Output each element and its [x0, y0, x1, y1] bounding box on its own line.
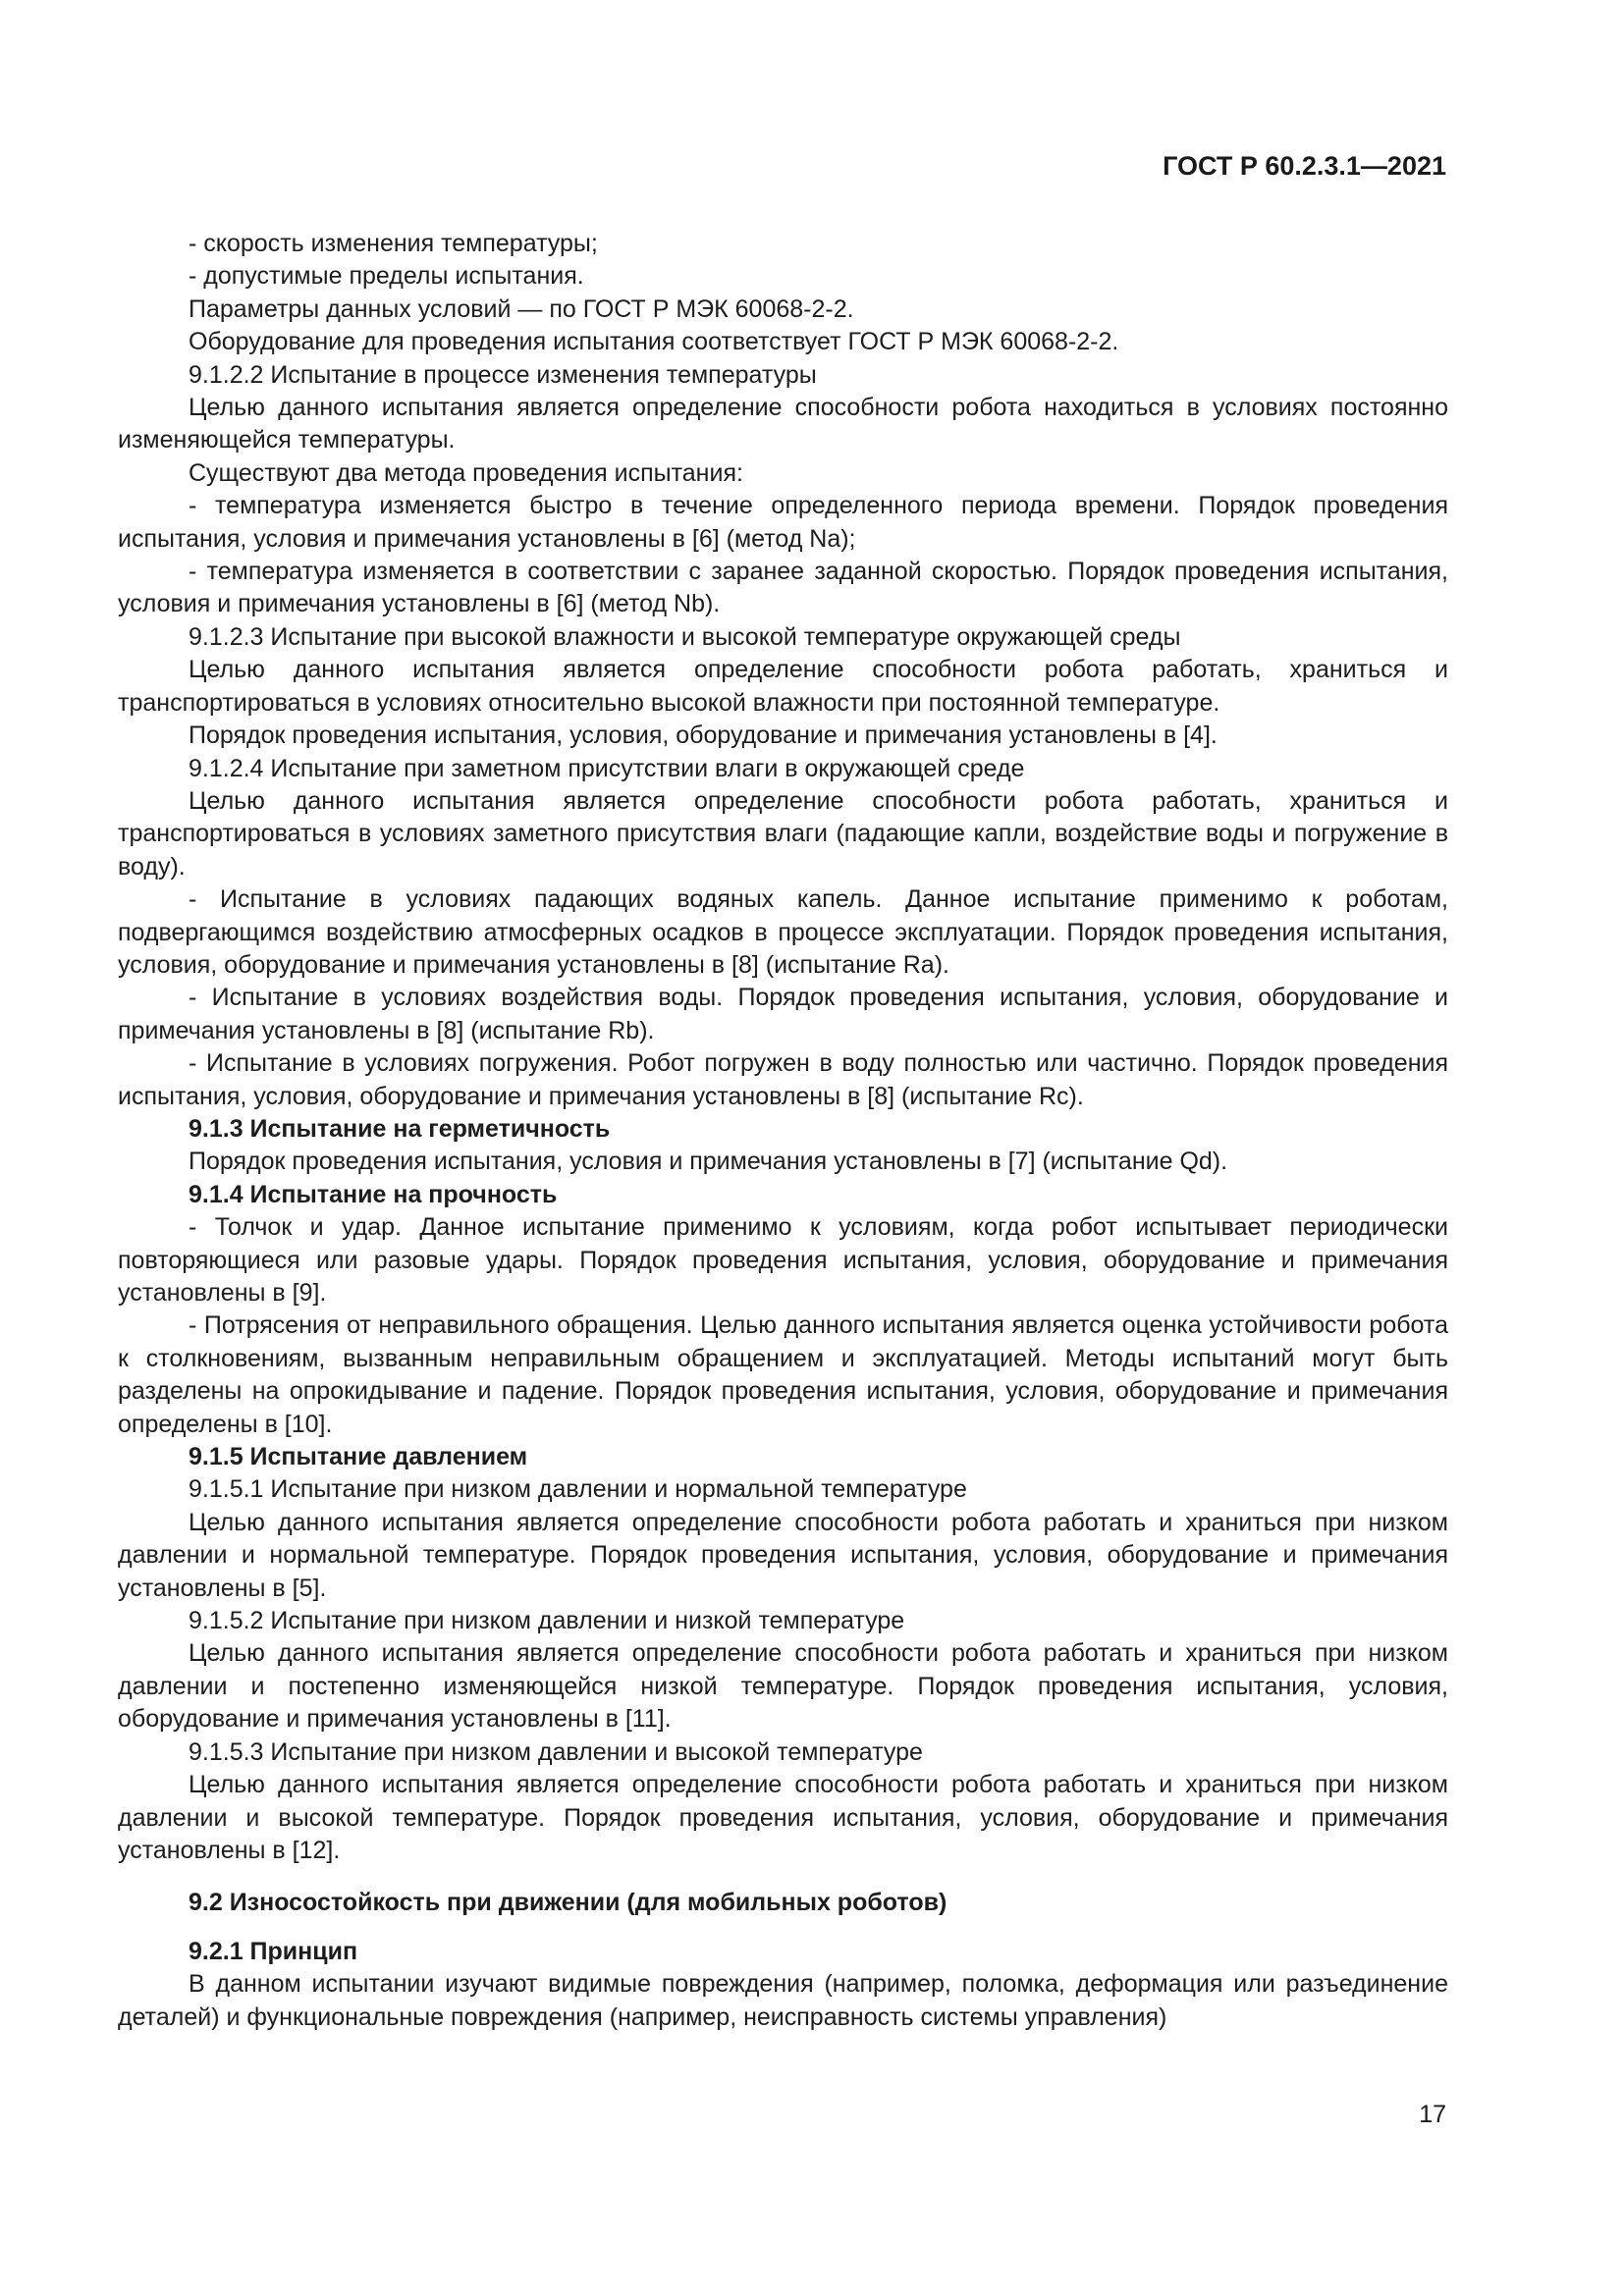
paragraph: - Испытание в условиях погружения. Робот погружен в воду полностью или частично. Порядок проведения испытания, условия, оборудование и примечания установлены в [8] (испытание Rc).	[118, 1049, 1448, 1110]
section-heading: 9.1.5 Испытание давлением	[189, 1443, 528, 1471]
paragraph: - температура изменяется в соответствии с заранее заданной скоростью. Порядок проведения испытания, условия и примечания установлены в [6] (метод Nb).	[118, 558, 1448, 618]
paragraph: - температура изменяется быстро в течение определенного периода времени. Порядок проведения испытания, условия и примечания установлены в [6] (метод Na);	[118, 492, 1448, 553]
paragraph: Целью данного испытания является определение способности робота работать, храниться и транспортироваться в условиях заметного присутствия влаги (падающие капли, воздействие воды и погружение в воду).	[118, 786, 1448, 881]
paragraph: - допустимые пределы испытания.	[189, 262, 584, 291]
section-heading: 9.2 Износостойкость при движении (для мобильных роботов)	[189, 1889, 947, 1917]
paragraph: Существуют два метода проведения испытания:	[189, 458, 743, 487]
paragraph: Порядок проведения испытания, условия и примечания установлены в [7] (испытание Qd).	[189, 1148, 1228, 1176]
section-heading: 9.1.3 Испытание на герметичность	[189, 1114, 611, 1143]
section-heading: 9.2.1 Принцип	[189, 1937, 358, 1965]
paragraph: - Потрясения от неправильного обращения. Целью данного испытания является оценка устойчивости робота к столкновениям, вызванным неправильным обращением и эксплуатацией. Методы испытаний могут быть разделены на опрокидывание и падение. Порядок проведения испытания, условия, оборудование и примечания определены в [10].	[118, 1311, 1448, 1438]
document-body	[118, 228, 1448, 2034]
paragraph: - скорость изменения температуры;	[189, 230, 598, 257]
page-number: 17	[1419, 2101, 1446, 2128]
paragraph: 9.1.2.3 Испытание при высокой влажности и высокой температуре окружающей среды	[189, 622, 1181, 651]
paragraph: Целью данного испытания является определение способности робота находиться в условиях постоянно изменяющейся температуры.	[118, 394, 1448, 454]
paragraph: Целью данного испытания является определение способности робота работать и храниться при низком давлении и постепенно изменяющейся низкой температуре. Порядок проведения испытания, условия, оборудование и примечания установлены в [11].	[118, 1639, 1448, 1734]
paragraph: Порядок проведения испытания, условия, оборудование и примечания установлены в [4].	[189, 721, 1218, 750]
paragraph: 9.1.2.4 Испытание при заметном присутствии влаги в окружающей среде	[189, 754, 1025, 782]
paragraph: - Толчок и удар. Данное испытание применимо к условиям, когда робот испытывает периодически повторяющиеся или разовые удары. Порядок проведения испытания, условия, оборудование и примечания установлены в [9].	[118, 1213, 1448, 1307]
paragraph: Параметры данных условий — по ГОСТ Р МЭК 60068-2-2.	[189, 294, 854, 323]
paragraph: Целью данного испытания является определение способности робота работать и храниться при низком давлении и высокой температуре. Порядок проведения испытания, условия, оборудование и примечания установлены в [12].	[118, 1771, 1448, 1864]
paragraph: 9.1.5.2 Испытание при низком давлении и низкой температуре	[189, 1607, 905, 1635]
section-heading: 9.1.4 Испытание на прочность	[189, 1180, 558, 1208]
paragraph: 9.1.5.3 Испытание при низком давлении и высокой температуре	[189, 1737, 923, 1766]
paragraph: - Испытание в условиях падающих водяных капель. Данное испытание применимо к роботам, подвергающимся воздействию атмосферных осадков в процессе эксплуатации. Порядок проведения испытания, условия, оборудование и примечания установлены в [8] (испытание Ra).	[118, 885, 1448, 979]
document-header: ГОСТ Р 60.2.3.1—2021	[1163, 151, 1446, 181]
paragraph: Целью данного испытания является определение способности робота работать, храниться и транспортироваться в условиях относительно высокой влажности при постоянной температуре.	[118, 656, 1448, 717]
paragraph: Целью данного испытания является определение способности робота работать и храниться при низком давлении и нормальной температуре. Порядок проведения испытания, условия, оборудование и примечания установлены в [5].	[118, 1508, 1448, 1602]
paragraph: Оборудование для проведения испытания соответствует ГОСТ Р МЭК 60068-2-2.	[189, 328, 1119, 356]
paragraph: 9.1.5.1 Испытание при низком давлении и нормальной температуре	[189, 1475, 967, 1504]
paragraph: - Испытание в условиях воздействия воды. Порядок проведения испытания, условия, оборудование и примечания установлены в [8] (испытание Rb).	[118, 984, 1448, 1044]
paragraph: 9.1.2.2 Испытание в процессе изменения температуры	[189, 360, 817, 389]
paragraph: В данном испытании изучают видимые повреждения (например, поломка, деформация или разъединение деталей) и функциональные повреждения (например, неисправность системы управления)	[118, 1970, 1448, 2031]
